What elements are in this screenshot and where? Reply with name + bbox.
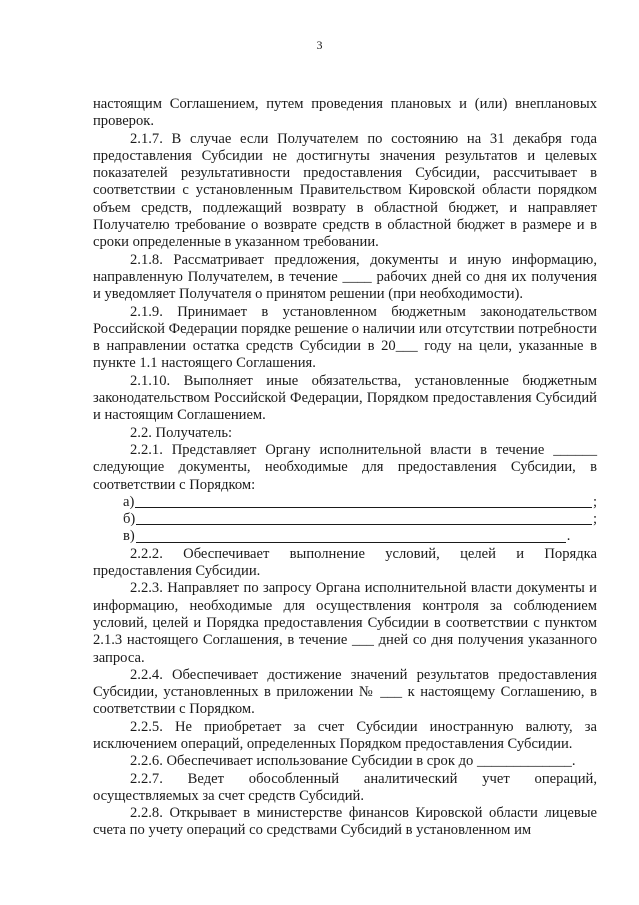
paragraph-2-2-1: 2.2.1. Представляет Органу исполнительной власти в течение ______ следующие документы, необходимые для предоставления Субсидии, в соответствии с Порядком: (93, 441, 597, 493)
blank-item-letter: б) (123, 511, 136, 528)
page-number: 3 (316, 38, 323, 52)
blank-item-end: . (566, 528, 571, 545)
paragraph-2-1-9: 2.1.9. Принимает в установленном бюджетным законодательством Российской Федерации порядке решение о наличии или отсутствии потребности в направлении остатка средств Субсидии в 20___ году на цели, указанные в пункте 1.1 настоящего Соглашения. (93, 303, 597, 372)
paragraph-2-2-7: 2.2.7. Ведет обособленный аналитический учет операций, осуществляемых за счет средств Субсидий. (93, 770, 597, 804)
paragraph-2-2-2: 2.2.2. Обеспечивает выполнение условий, целей и Порядка предоставления Субсидии. (93, 545, 597, 580)
blank-item-v (93, 528, 597, 545)
blank-rule (136, 542, 566, 543)
paragraph-2-1-7: 2.1.7. В случае если Получателем по состоянию на 31 декабря года предоставления Субсидии не достигнуты значения результатов и целевых показателей результативности предоставления Субсидии, рассчитывает в соответствии с установленным Правительством Кировской области порядком объем средств, подлежащий возврату в областной бюджет, и направляет Получателю требование о возврате средств в областной бюджет в размере и в сроки определенные в указанном требовании. (93, 130, 597, 251)
paragraph-continuation: настоящим Соглашением, путем проведения плановых и (или) внеплановых проверок. (93, 96, 597, 130)
paragraph-2-2-4: 2.2.4. Обеспечивает достижение значений результатов предоставления Субсидии, установленных в приложении № ___ к настоящему Соглашению, в соответствии с Порядком. (93, 666, 597, 718)
blank-item-letter: в) (123, 528, 135, 545)
blank-item-end: ; (592, 493, 597, 510)
blank-rule (136, 524, 592, 525)
paragraph-2-2-8: 2.2.8. Открывает в министерстве финансов Кировской области лицевые счета по учету операций со средствами Субсидий в установленном им (93, 805, 597, 839)
paragraph-2-1-10: 2.1.10. Выполняет иные обязательства, установленные бюджетным законодательством Российской Федерации, Порядком предоставления Субсидий и настоящим Соглашением. (93, 372, 597, 424)
paragraph-2-2-5: 2.2.5. Не приобретает за счет Субсидии иностранную валюту, за исключением операций, определенных Порядком предоставления Субсидии. (93, 718, 597, 752)
blank-item-end: ; (592, 511, 597, 528)
blank-rule (135, 507, 592, 508)
document-body (93, 96, 597, 840)
paragraph-2-1-8: 2.1.8. Рассматривает предложения, документы и иную информацию, направленную Получателем, в течение ____ рабочих дней со дня их получения и уведомляет Получателя о принятом решении (при необходимости). (93, 251, 597, 303)
paragraph-2-2-6: 2.2.6. Обеспечивает использование Субсидии в срок до _____________. (130, 753, 576, 770)
paragraph-2-2-3: 2.2.3. Направляет по запросу Органа исполнительной власти документы и информацию, необходимые для осуществления контроля за соблюдением условий, целей и Порядка предоставления Субсидии в соответствии с пунктом 2.1.3 настоящего Соглашения, в течение ___ дней со дня получения указанного запроса. (93, 580, 597, 666)
blank-item-b (93, 511, 597, 528)
blank-item-letter: а) (123, 493, 135, 510)
paragraph-2-2: 2.2. Получатель: (130, 424, 233, 441)
blank-item-a (93, 494, 597, 511)
